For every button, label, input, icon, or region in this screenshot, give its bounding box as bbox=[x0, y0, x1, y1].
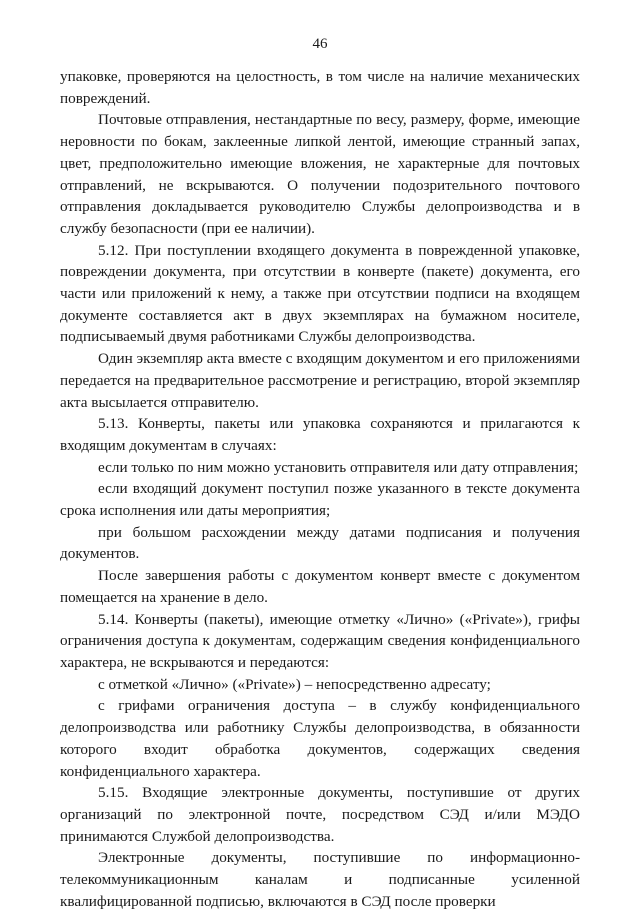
body-text bbox=[60, 66, 580, 912]
page-number: 46 bbox=[312, 36, 328, 52]
list-item-sender: если только по ним можно установить отправителя или дату отправления; bbox=[98, 458, 579, 476]
list-item-personal: с отметкой «Лично» («Private») – непосредственно адресату; bbox=[98, 675, 491, 693]
paragraph-5-15: 5.15. Входящие электронные документы, поступившие от других организаций по электронной почте, посредством СЭД и/или МЭДО принимаются Службой делопроизводства. bbox=[60, 784, 580, 845]
paragraph-envelope-storage: После завершения работы с документом конверт вместе с документом помещается на хранение в дело. bbox=[60, 567, 580, 606]
paragraph-5-13: 5.13. Конверты, пакеты или упаковка сохраняются и прилагаются к входящим документам в случаях: bbox=[60, 415, 580, 454]
list-item-late: если входящий документ поступил позже указанного в тексте документа срока исполнения или даты мероприятия; bbox=[60, 480, 580, 520]
paragraph-5-14: 5.14. Конверты (пакеты), имеющие отметку «Лично» («Private»), грифы ограничения доступа к документам, содержащим сведения конфиденциального характера, не вскрываются и передаются: bbox=[60, 610, 580, 671]
paragraph-suspicious-mail: Почтовые отправления, нестандартные по весу, размеру, форме, имеющие неровности по бокам, заклеенные липкой лентой, имеющие странный запах, цвет, предположительно имеющие вложения, не характерные для почтовых отправлений, не вскрываются. О получении подозрительного почтового отправления докладывается руководителю Службы делопроизводства и в службу безопасности (при ее наличии). bbox=[60, 111, 580, 237]
paragraph-5-12: 5.12. При поступлении входящего документа в поврежденной упаковке, повреждении документа, при отсутствии в конверте (пакете) документа, его части или приложений к нему, а также при отсутствии подписи на входящем документе составляется акт в двух экземплярах на бумажном носителе, подписываемый двумя работниками Службы делопроизводства. bbox=[60, 241, 580, 346]
list-item-restricted: с грифами ограничения доступа – в службу конфиденциального делопроизводства или работнику Службы делопроизводства, в обязанности которого входит обработка документов, содержащих сведения конфиденциального характера. bbox=[60, 697, 580, 780]
paragraph-electronic-docs: Электронные документы, поступившие по информационно-телекоммуникационным каналам и подписанные усиленной квалифицированной подписью, включаются в СЭД после проверки bbox=[60, 849, 580, 910]
paragraph-continuation: упаковке, проверяются на целостность, в том числе на наличие механических повреждений. bbox=[60, 68, 580, 107]
paragraph-act-copies: Один экземпляр акта вместе с входящим документом и его приложениями передается на предварительное рассмотрение и регистрацию, второй экземпляр акта высылается отправителю. bbox=[60, 350, 580, 411]
list-item-date-gap: при большом расхождении между датами подписания и получения документов. bbox=[60, 523, 580, 563]
